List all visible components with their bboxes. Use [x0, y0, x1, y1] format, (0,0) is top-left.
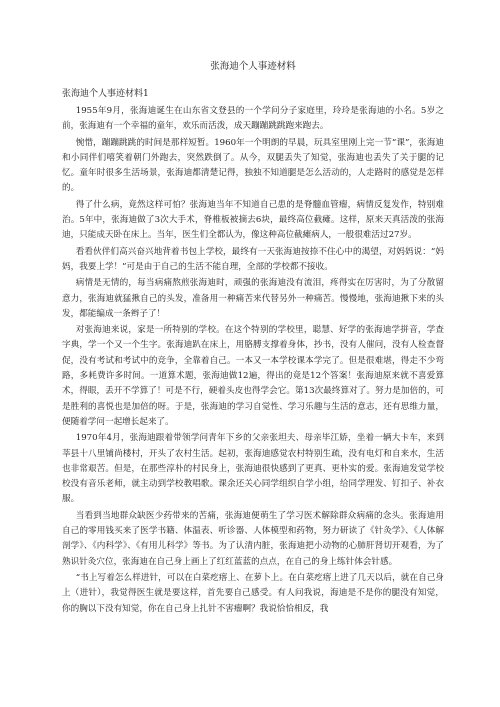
paragraph-6: 对张海迪来说，家是一所特别的学校。在这个特别的学校里，聪慧、好学的张海迪学拼音，学查字典，学一个又一个生字。张海迪趴在床上，用胳膊支撑着身体，抄书，没有人催问，没有人检查督促，没有考试和考试中的竞争，全靠着自己。一本又一本学校课本学完了。但是很难堪，得走不少弯路，多耗费许多时间。一道算术题，张海迪做12遍，得出的竟是12个答案！张海迪原来就不喜爱算术，得眼，丢开不学算了！可是不行，硬着头皮也得学会它。第13次最终算对了。努力是加倍的，可是胜利的喜悦也是加倍的呀。于是，张海迪的学习自觉性、学习乐趣与生活的意志，还有思维力量，便随着学问一起增长起来了。 [62, 325, 444, 427]
paragraph-4: 看看伙伴们高兴奋兴地背着书包上学校，最终有一天张海迪按捺不住心中的渴望，对妈妈说：“妈妈，我要上学！”可是由于自己的生活不能自理，全部的学校都不接收。 [62, 246, 444, 272]
paragraph-5: 病情是无情的，每当病痛熬煎张海迪时，顽强的张海迪没有流泪，疼得实在厉害时，为了分散留意力，张海迪就猛揪自己的头发，准备用一种痛苦来代替另外一种痛苦。慢慢地，张海迪揪下来的头发，都能编成一条辫子了！ [62, 278, 444, 319]
document-subtitle: 张海迪个人事迹材料1 [62, 89, 149, 99]
paragraph-1: 1955年9月，张海迪诞生在山东省文登县的一个学问分子家庭里，玲玲是张海迪的小名。5岁之前，张海迪有一个幸福的童年，欢乐而活泼，成天蹦蹦跳跳跑来跑去。 [62, 106, 444, 132]
paragraph-9: “书上写着怎么样进针，可以在白菜疙瘩上、在萝卜上。在白菜疙瘩上进了几天以后，就在自己身上（进针），我觉得医生就是要这样，首先要自己感受。有人问我说，海迪是不是你的腿没有知觉，你的胸以下没有知觉，你在自己身上扎针不害瘤啊？我说恰恰相反，我 [62, 572, 444, 614]
document-title: 张海迪个人事迹材料 [210, 61, 296, 72]
paragraph-3: 得了什么病，竟然这样可怕？张海迪当年不知道自己患的是脊髓血管瘤，病情反复发作，特别难治。5年中，张海迪做了3次大手术，脊椎板被摘去6块，最终高位截瘫。这样，原来天真活泼的张海迪，只能成天卧在床上。当年，医生们全都认为，像这种高位截瘫病人，一般很难活过27岁。 [62, 199, 444, 241]
paragraph-7: 1970年4月，张海迪跟着带领学问青年下乡的父亲张坦夫、母亲毕江娇，坐着一辆大卡车，来到莘县十八里铺尚楼村，开头了农村生活。起初，张海迪感觉农村特别生疏，没有电灯和自来水，生活也非常艰苦。但是，在那些淳朴的村民身上，张海迪很快感到了更真、更朴实的爱。张海迪发觉学校校没有音乐老师，就主动到学校教唱歌。课余还关心同学组织自学小组，给同学理发、钉扣子、补衣服。 [62, 433, 444, 505]
paragraph-8: 当看到当地群众缺医少药带来的苦痛，张海迪便萌生了学习医术解除群众病痛的念头。张海迪用自己的零用钱买来了医学书籍、体温表、听诊器、人体模型和药物，努力研读了《针灸学》、《人体解剖学》、《内科学》、《有用儿科学》等书。为了认清内脏，张海迪把小动物的心肺肝肾切开观看，为了熟识针灸穴位，张海迪在自己身上画上了红红蓝蓝的点点，在自己的身上练针体会针感。 [62, 510, 444, 567]
paragraph-2: 惋惜，蹦蹦跳跳的时间是那样短暂。1960年一个明朗的早晨，玩具室里刚上完一节“课”，张海迪和小同伴们嘻笑着朝门外跑去，突然跌倒了。从今，双腿丢失了知觉，张海迪也丢失了关于腿的记忆。童年时很多生活场景，张海迪都清楚记得，独独不知道腿是怎么活动的，人走路时的感觉是怎样的。 [62, 137, 444, 194]
